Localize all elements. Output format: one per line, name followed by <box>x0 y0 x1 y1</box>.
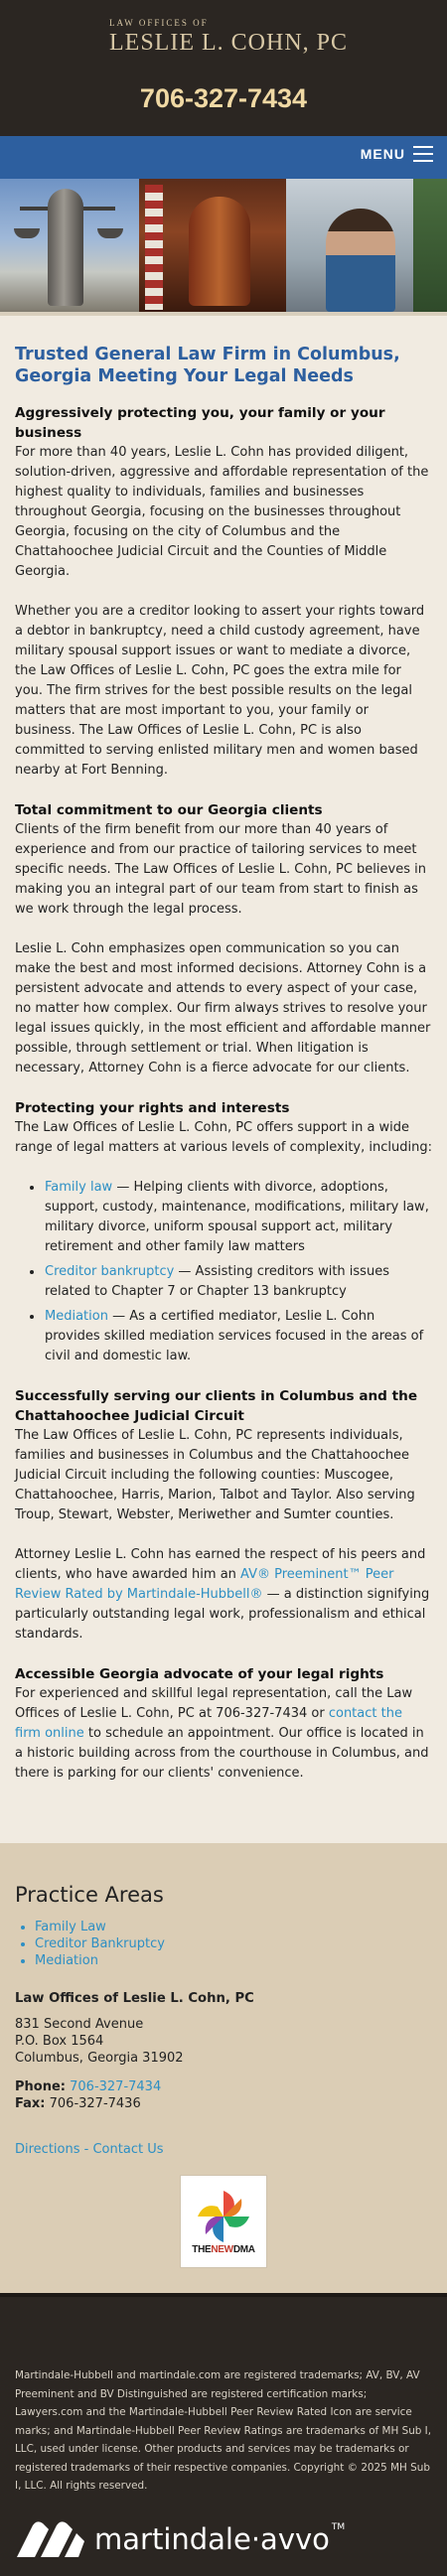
paragraph <box>15 1684 432 1784</box>
paragraph: Whether you are a creditor looking to assert your rights toward a debtor in bankruptcy, need a child custody agreement, have military spousal support issues or want to mediate a divorce, the Law Offices of Leslie L. Cohn, PC goes the extra mile for you. The firm strives for the best possible results on the legal matters that are most important to you, your family or business. The Law Offices of Leslie L. Cohn, PC is also committed to serving enlisted military men and women based nearby at Fort Benning. <box>15 604 425 778</box>
scales-of-justice-image <box>0 179 139 312</box>
address-line: P.O. Box 1564 <box>15 2034 104 2049</box>
list-item <box>35 1935 432 1952</box>
address-line: 831 Second Avenue <box>15 2017 144 2032</box>
practice-creditor-bankruptcy-link[interactable]: Creditor Bankruptcy <box>35 1936 165 1951</box>
trademark-symbol: TM <box>331 2521 346 2532</box>
text-run: For experienced and skillful legal representation, call the Law Offices of Leslie L. Cohn, PC at 706-327-7434 or <box>15 1686 413 1721</box>
family-image <box>286 179 447 312</box>
services-list <box>44 1178 432 1366</box>
section-heading-accessible: Accessible Georgia advocate of your legal rights <box>15 1666 384 1682</box>
paragraph: The Law Offices of Leslie L. Cohn, PC offers support in a wide range of legal matters at various levels of complexity, including: <box>15 1120 432 1155</box>
practice-family-law-link[interactable]: Family Law <box>35 1920 106 1934</box>
badge-text-new: NEW <box>211 2244 233 2255</box>
av-preeminent-link[interactable]: AV® Preeminent™ Peer Review Rated by Martindale-Hubbell® <box>15 1567 394 1602</box>
footer-phone-link[interactable]: 706-327-7434 <box>70 2079 162 2094</box>
practice-areas-title: Practice Areas <box>15 1883 164 1907</box>
newdma-badge[interactable] <box>180 2175 267 2268</box>
contact-us-link[interactable]: Contact Us <box>92 2142 164 2157</box>
phone-label: Phone: <box>15 2079 66 2094</box>
courtroom-image <box>139 179 286 312</box>
service-description: — Assisting creditors with issues related to Chapter 7 or Chapter 13 bankruptcy <box>45 1264 389 1299</box>
family-law-link[interactable]: Family law <box>45 1180 113 1195</box>
list-item <box>44 1307 432 1366</box>
main-content <box>0 316 447 1843</box>
legal-disclaimer: Martindale-Hubbell and martindale.com are registered trademarks; AV, BV, AV Preeminent and BV Distinguished are registered certification marks; Lawyers.com and the Martindale-Hubbell Peer Review Rated Icon are service marks; and Martindale-Hubbell Peer Review Ratings are trademarks of MH Sub I, LLC, used under license. Other products and services may be trademarks or registered trademarks of their respective companies. Copyright © 2025 MH Sub I, LLC. All rights reserved. <box>15 2369 432 2492</box>
section-heading-protecting: Aggressively protecting you, your family or your business <box>15 405 385 441</box>
list-item <box>44 1178 432 1257</box>
badge-text-dma: DMA <box>232 2244 255 2255</box>
badge-text <box>181 2244 266 2255</box>
service-description: — As a certified mediator, Leslie L. Cohn provides skilled mediation services focused in the areas of civil and domestic law. <box>45 1309 424 1363</box>
contact-firm-online-link[interactable]: contact the firm online <box>15 1706 402 1741</box>
practice-mediation-link[interactable]: Mediation <box>35 1953 98 1968</box>
menu-button[interactable] <box>361 146 433 162</box>
paragraph <box>15 1545 432 1645</box>
text-run: to schedule an appointment. Our office is located in a historic building across from the courthouse in Columbus, and there is parking for our clients' convenience. <box>15 1726 429 1781</box>
list-item <box>44 1262 432 1302</box>
list-item <box>35 1919 432 1935</box>
paragraph: For more than 40 years, Leslie L. Cohn has provided diligent, solution-driven, aggressive and affordable representation of the highest quality to individuals, families and businesses throughout Georgia, focusing on the businesses throughout Georgia, focusing on the city of Columbus and the Chattahoochee Judicial Circuit and the Counties of Middle Georgia. <box>15 445 429 579</box>
fax-label: Fax: <box>15 2096 46 2111</box>
paragraph: The Law Offices of Leslie L. Cohn, PC represents individuals, families and businesses in Columbus and the Chattahoochee Judicial Circuit including the following counties: Muscogee, Chattahoochee, Harris, Marion, Talbot and Taylor. Also serving Troup, Stewart, Webster, Meriwether and Sumter counties. <box>15 1428 415 1522</box>
fax-number: 706-327-7436 <box>49 2096 141 2111</box>
service-description: — Helping clients with divorce, adoptions, support, custody, maintenance, modifications, military law, military divorce, uniform spousal support act, military retirement and other family law matters <box>45 1180 429 1254</box>
hero-banner <box>0 179 447 316</box>
text-run: — a distinction signifying particularly outstanding legal work, professionalism and ethical standards. <box>15 1587 430 1642</box>
section-heading-serving: Successfully serving our clients in Columbus and the Chattahoochee Judicial Circuit <box>15 1388 418 1424</box>
footer-links <box>15 2142 432 2157</box>
address-line: Columbus, Georgia 31902 <box>15 2051 184 2066</box>
practice-areas-list <box>35 1919 432 1969</box>
paragraph: Clients of the firm benefit from our more than 40 years of experience and from our practice of tailoring services to meet specific needs. The Law Offices of Leslie L. Cohn, PC believes in making you an integral part of our team from start to finish as we work through the legal process. <box>15 822 426 917</box>
badge-text-the: THE <box>192 2244 212 2255</box>
page-title: Trusted General Law Firm in Columbus, Georgia Meeting Your Legal Needs <box>15 345 400 386</box>
section-heading-rights: Protecting your rights and interests <box>15 1100 290 1116</box>
legal-footer <box>0 2293 447 2576</box>
firm-logo[interactable] <box>109 18 348 57</box>
hamburger-icon <box>413 146 433 162</box>
text-run: Attorney Leslie L. Cohn has earned the respect of his peers and clients, who have awarded him an <box>15 1547 426 1582</box>
site-header <box>0 0 447 136</box>
link-separator: - <box>79 2142 93 2157</box>
footer-info <box>0 1843 447 2293</box>
pinwheel-icon <box>195 2188 252 2245</box>
main-nav <box>0 136 447 179</box>
list-item <box>35 1952 432 1969</box>
section-heading-commitment: Total commitment to our Georgia clients <box>15 802 323 818</box>
footer-fax <box>15 2095 432 2112</box>
footer-phone <box>15 2078 432 2095</box>
header-phone-link[interactable]: 706-327-7434 <box>139 83 308 113</box>
creditor-bankruptcy-link[interactable]: Creditor bankruptcy <box>45 1264 175 1279</box>
logo-firm-name: LESLIE L. COHN, PC <box>109 30 348 56</box>
footer-firm-name: Law Offices of Leslie L. Cohn, PC <box>15 1991 254 2006</box>
brand-name: martindale·avvo <box>94 2521 330 2556</box>
menu-label: MENU <box>360 146 405 162</box>
logo-small-text: LAW OFFICES OF <box>109 18 209 28</box>
paragraph: Leslie L. Cohn emphasizes open communication so you can make the best and most informed decisions. Attorney Cohn is a persistent advocate and attends to every aspect of your case, no matter how complex. Our firm always strives to resolve your legal issues quickly, in the most efficient and affordable manner possible, through settlement or trial. When litigation is necessary, Attorney Cohn is a fierce advocate for our clients. <box>15 941 431 1075</box>
directions-link[interactable]: Directions <box>15 2142 80 2157</box>
mediation-link[interactable]: Mediation <box>45 1309 108 1324</box>
